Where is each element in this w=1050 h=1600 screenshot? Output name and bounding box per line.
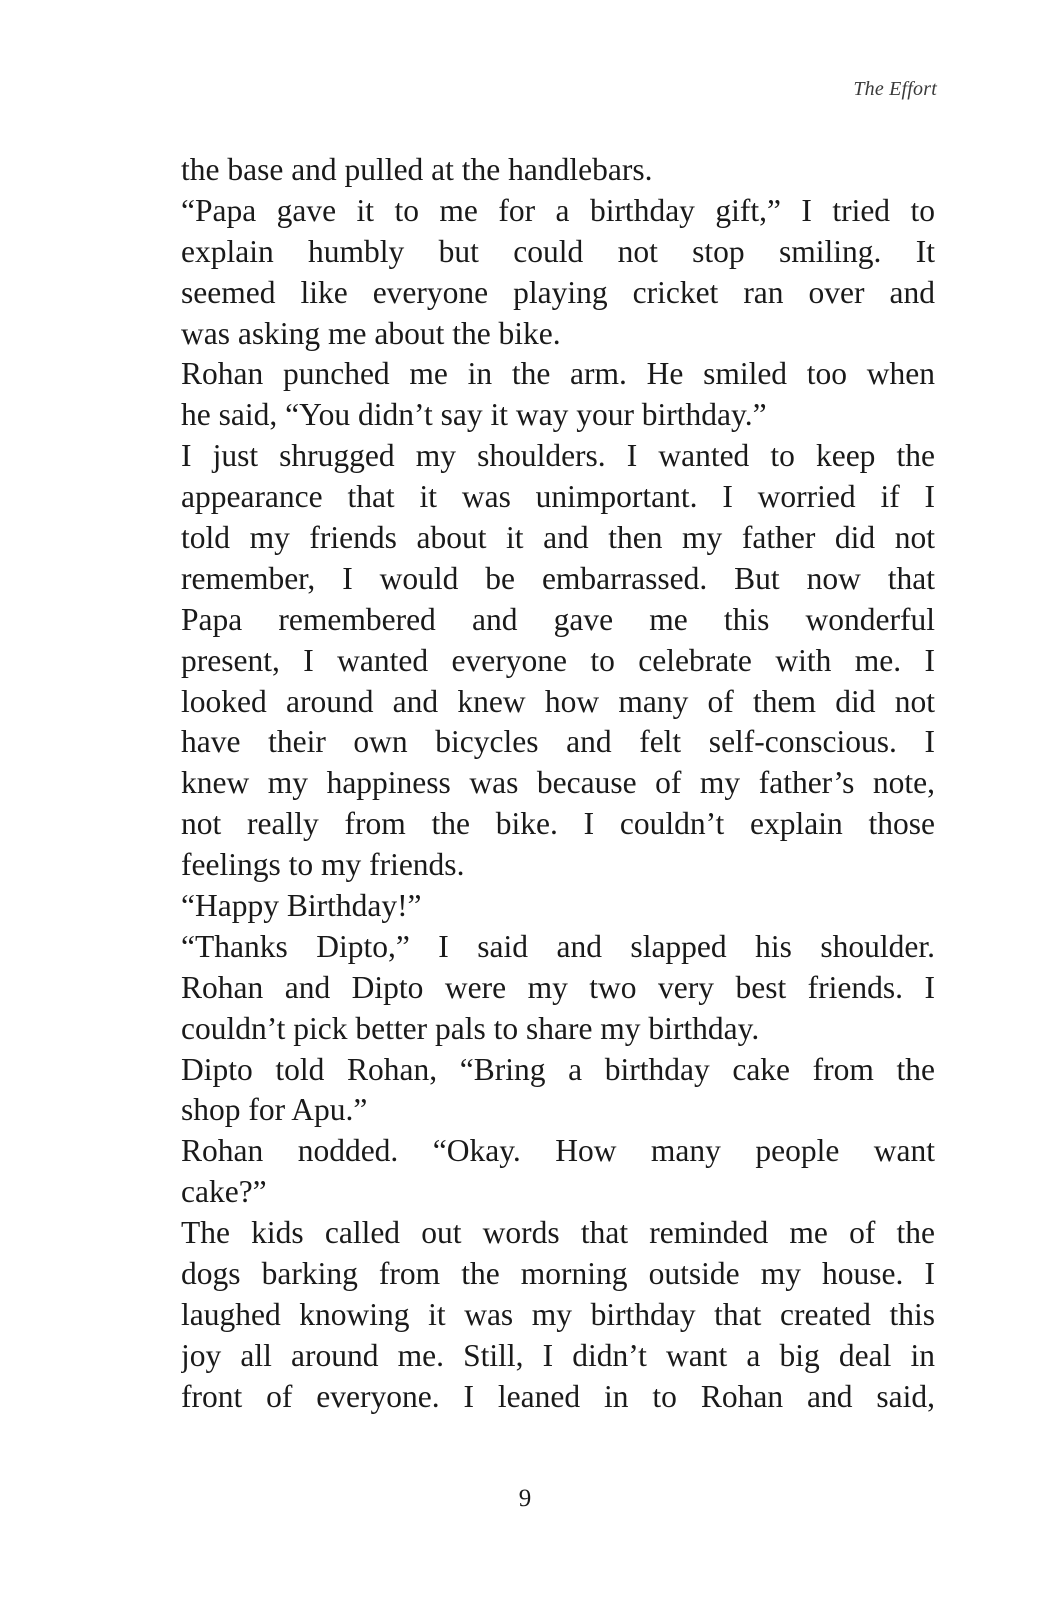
text-line: not really from the bike. I couldn’t explain those [181, 806, 935, 842]
text-line: the base and pulled at the handlebars. [181, 152, 653, 187]
text-line: was asking me about the bike. [181, 315, 561, 351]
text-line: have their own bicycles and felt self-conscious. I [181, 724, 935, 760]
text-line: explain humbly but could not stop smiling. It [181, 233, 935, 269]
text-line: couldn’t pick better pals to share my birthday. [181, 1010, 760, 1046]
text-line: feelings to my friends. [181, 847, 465, 883]
page-number: 9 [518, 1485, 532, 1512]
text-line: laughed knowing it was my birthday that created this [181, 1296, 935, 1332]
text-line: Dipto told Rohan, “Bring a birthday cake from the [181, 1051, 935, 1087]
text-line: Rohan punched me in the arm. He smiled too when [181, 356, 935, 392]
text-line: looked around and knew how many of them did not [181, 683, 935, 719]
text-line: cake?” [181, 1174, 267, 1210]
text-line: shop for Apu.” [181, 1092, 368, 1128]
text-line: Rohan nodded. “Okay. How many people want [181, 1133, 935, 1169]
text-line: present, I wanted everyone to celebrate with me. I [181, 642, 935, 678]
text-line: “Happy Birthday!” [181, 888, 422, 924]
text-line: The kids called out words that reminded me of the [181, 1215, 935, 1251]
text-line: told my friends about it and then my father did not [181, 520, 935, 556]
text-line: “Papa gave it to me for a birthday gift,” I tried to [181, 192, 935, 228]
text-line: he said, “You didn’t say it way your birthday.” [181, 397, 767, 433]
text-line: seemed like everyone playing cricket ran over and [181, 274, 935, 310]
body-text [181, 150, 935, 1418]
text-line: Rohan and Dipto were my two very best friends. I [181, 969, 935, 1005]
text-line: I just shrugged my shoulders. I wanted to keep the [181, 438, 935, 474]
text-line: dogs barking from the morning outside my house. I [181, 1256, 935, 1292]
running-header-title: The Effort [853, 78, 937, 100]
text-line: joy all around me. Still, I didn’t want a big deal in [181, 1337, 935, 1373]
text-line: appearance that it was unimportant. I worried if I [181, 479, 935, 515]
text-line: front of everyone. I leaned in to Rohan and said, [181, 1378, 935, 1414]
text-line: “Thanks Dipto,” I said and slapped his shoulder. [181, 928, 935, 964]
text-line: remember, I would be embarrassed. But now that [181, 560, 935, 596]
text-line: Papa remembered and gave me this wonderful [181, 601, 935, 637]
text-line: knew my happiness was because of my father’s note, [181, 765, 935, 801]
